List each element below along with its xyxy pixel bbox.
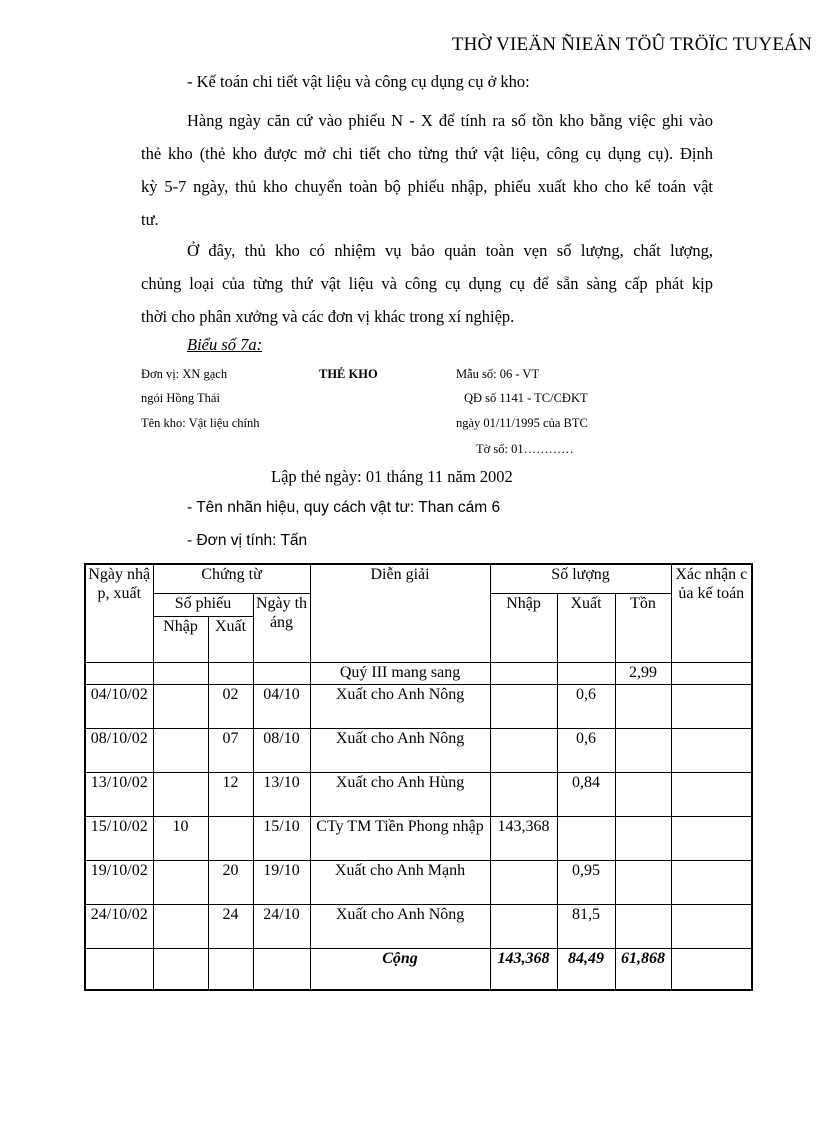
section-heading: - Kế toán chi tiết vật liệu và công cụ dụng cụ ở kho: <box>187 72 530 91</box>
cell-nhap <box>490 860 557 904</box>
inventory-card-table <box>84 563 753 991</box>
cell-dien-giai: Quý III mang sang <box>310 662 490 684</box>
paragraph-1 <box>141 104 713 236</box>
total-ton: 61,868 <box>615 948 671 990</box>
qd-so: QĐ số 1141 - TC/CĐKT <box>464 391 588 405</box>
col-xac-nhan-header: Xác nhận của kế toán <box>671 564 752 662</box>
paragraph-2-line: thời cho phân xưởng và các đơn vị khác trong xí nghiệp. <box>141 307 515 326</box>
cell-xac-nhan <box>671 728 752 772</box>
don-vi-tinh: - Đơn vị tính: Tấn <box>187 532 308 549</box>
total-nhap: 143,368 <box>490 948 557 990</box>
cell-dien-giai: Xuất cho Anh Nông <box>310 904 490 948</box>
cell-so-xuat: 20 <box>208 860 253 904</box>
table-row <box>85 662 752 684</box>
cell-xac-nhan <box>671 816 752 860</box>
cell-so-xuat <box>208 662 253 684</box>
cell-so-nhap <box>153 772 208 816</box>
cell-xuat: 0,6 <box>557 684 615 728</box>
paragraph-2 <box>141 234 713 333</box>
the-kho-title: THẺ KHO <box>319 367 378 381</box>
cell-nhap <box>490 904 557 948</box>
page-header: THỜ VIEÄN ÑIEÄN TÖÛ TRÖÏC TUYEÁN <box>451 34 812 55</box>
col-chung-tu-header: Chứng từ <box>153 564 310 593</box>
ten-nhan-hieu: - Tên nhãn hiệu, quy cách vật tư: Than cám 6 <box>187 499 501 516</box>
don-vi-line-2: ngói Hồng Thái <box>141 391 220 405</box>
table-row <box>85 816 752 860</box>
cell-ngay-thang: 24/10 <box>253 904 310 948</box>
cell-ngay-thang <box>253 662 310 684</box>
cell-ngay-thang: 15/10 <box>253 816 310 860</box>
bieu-so-label: Biểu số 7a: <box>187 335 263 354</box>
cell-ngay-thang: 08/10 <box>253 728 310 772</box>
ten-kho: Tên kho: Vật liệu chính <box>141 416 260 430</box>
cell-ngay: 15/10/02 <box>85 816 153 860</box>
cell-xac-nhan <box>671 772 752 816</box>
col-ton-header: Tồn <box>615 593 671 662</box>
col-so-phieu-header: Số phiếu <box>153 593 253 616</box>
mau-so: Mẫu số: 06 - VT <box>456 367 540 381</box>
cell-nhap <box>490 772 557 816</box>
cell-xac-nhan <box>671 662 752 684</box>
cell-ngay-thang: 13/10 <box>253 772 310 816</box>
col-ngay-header: Ngày nhập, xuất <box>85 564 153 662</box>
col-dien-giai-header: Diễn giải <box>310 564 490 662</box>
cell-ngay: 08/10/02 <box>85 728 153 772</box>
cell-so-nhap <box>153 904 208 948</box>
col-ngay-thang-header: Ngày tháng <box>253 593 310 662</box>
cell-xac-nhan <box>671 684 752 728</box>
cell-dien-giai: CTy TM Tiền Phong nhập <box>310 816 490 860</box>
cell-nhap <box>490 684 557 728</box>
cell-ton <box>615 772 671 816</box>
total-label: Cộng <box>310 948 490 990</box>
cell-xuat: 81,5 <box>557 904 615 948</box>
cell-ngay: 04/10/02 <box>85 684 153 728</box>
cell-so-nhap <box>153 860 208 904</box>
cell-xuat: 0,84 <box>557 772 615 816</box>
cell-ngay <box>85 662 153 684</box>
paragraph-1-line: tư. <box>141 210 159 229</box>
col-nhap-header: Nhập <box>490 593 557 662</box>
cell-so-nhap <box>153 728 208 772</box>
cell-ngay: 24/10/02 <box>85 904 153 948</box>
lap-the-ngay: Lập thẻ ngày: 01 tháng 11 năm 2002 <box>271 467 513 486</box>
col-xuat-header: Xuất <box>557 593 615 662</box>
cell-dien-giai: Xuất cho Anh Nông <box>310 684 490 728</box>
cell-empty <box>153 948 208 990</box>
total-row <box>85 948 752 990</box>
col-so-xuat-header: Xuất <box>208 616 253 662</box>
cell-nhap <box>490 728 557 772</box>
cell-so-xuat: 12 <box>208 772 253 816</box>
cell-ngay: 19/10/02 <box>85 860 153 904</box>
cell-so-nhap <box>153 684 208 728</box>
col-so-luong-header: Số lượng <box>490 564 671 593</box>
cell-empty <box>85 948 153 990</box>
cell-ton <box>615 728 671 772</box>
cell-xuat <box>557 816 615 860</box>
cell-so-xuat: 02 <box>208 684 253 728</box>
ngay-btc: ngày 01/11/1995 của BTC <box>456 416 588 430</box>
cell-xuat: 0,6 <box>557 728 615 772</box>
cell-dien-giai: Xuất cho Anh Hùng <box>310 772 490 816</box>
cell-ngay: 13/10/02 <box>85 772 153 816</box>
cell-xac-nhan <box>671 860 752 904</box>
paragraph-1-line: kỳ 5-7 ngày, thủ kho chuyển toàn bộ phiếu nhập, phiếu xuất kho cho kế toán vật <box>141 177 713 196</box>
to-so: Tờ số: 01………… <box>476 442 574 456</box>
cell-nhap: 143,368 <box>490 816 557 860</box>
table-row <box>85 772 752 816</box>
don-vi-line-1: Đơn vị: XN gạch <box>141 367 228 381</box>
cell-dien-giai: Xuất cho Anh Mạnh <box>310 860 490 904</box>
cell-empty <box>671 948 752 990</box>
paragraph-1-line: Hàng ngày căn cứ vào phiếu N - X để tính ra số tồn kho bằng việc ghi vào <box>187 111 713 130</box>
table-row <box>85 728 752 772</box>
cell-ngay-thang: 04/10 <box>253 684 310 728</box>
table-row <box>85 860 752 904</box>
cell-ngay-thang: 19/10 <box>253 860 310 904</box>
table-row <box>85 904 752 948</box>
cell-xac-nhan <box>671 904 752 948</box>
paragraph-2-line: chủng loại của từng thứ vật liệu và công cụ dụng cụ để sẵn sàng cấp phát kịp <box>141 274 713 293</box>
cell-so-xuat: 24 <box>208 904 253 948</box>
header-row <box>85 564 752 593</box>
cell-ton <box>615 684 671 728</box>
paragraph-2-line: Ở đây, thủ kho có nhiệm vụ bảo quản toàn vẹn số lượng, chất lượng, <box>187 241 713 260</box>
table-row <box>85 684 752 728</box>
total-xuat: 84,49 <box>557 948 615 990</box>
cell-empty <box>253 948 310 990</box>
cell-ton <box>615 860 671 904</box>
cell-dien-giai: Xuất cho Anh Nông <box>310 728 490 772</box>
cell-ton <box>615 816 671 860</box>
cell-ton: 2,99 <box>615 662 671 684</box>
cell-nhap <box>490 662 557 684</box>
cell-so-nhap <box>153 662 208 684</box>
cell-so-xuat <box>208 816 253 860</box>
paragraph-1-line: thẻ kho (thẻ kho được mở chi tiết cho từng thứ vật liệu, công cụ dụng cụ). Định <box>141 144 713 163</box>
cell-so-nhap: 10 <box>153 816 208 860</box>
cell-xuat <box>557 662 615 684</box>
cell-so-xuat: 07 <box>208 728 253 772</box>
col-so-nhap-header: Nhập <box>153 616 208 662</box>
cell-ton <box>615 904 671 948</box>
cell-empty <box>208 948 253 990</box>
cell-xuat: 0,95 <box>557 860 615 904</box>
